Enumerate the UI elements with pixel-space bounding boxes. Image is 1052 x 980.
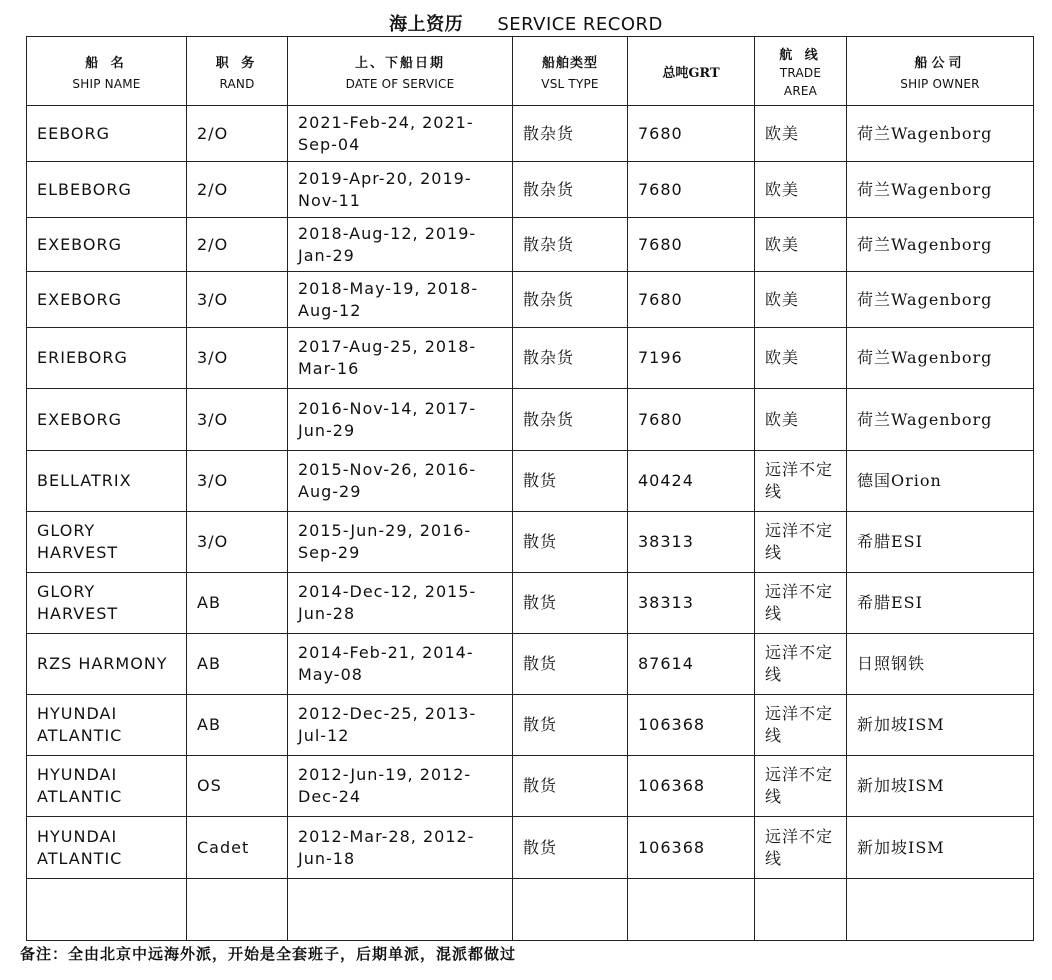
cell-date: 2019-Apr-20, 2019-Nov-11 [288, 162, 513, 218]
title-zh: 海上资历 [389, 14, 464, 35]
header-vsl-type: 船舶类型 VSL TYPE [513, 37, 628, 106]
cell-date: 2015-Jun-29, 2016-Sep-29 [288, 512, 513, 573]
table-row [27, 389, 1034, 451]
page-title [0, 10, 1052, 34]
cell-ship-name: HYUNDAI ATLANTIC [27, 756, 187, 817]
cell-rank: Cadet [187, 817, 288, 879]
cell-rank: 2/O [187, 218, 288, 272]
cell-vsl-type: 散货 [513, 695, 628, 756]
cell-date [288, 879, 513, 941]
cell-owner: 荷兰Wagenborg [847, 328, 1034, 389]
cell-ship-name [27, 879, 187, 941]
cell-vsl-type: 散货 [513, 451, 628, 512]
cell-owner: 新加坡ISM [847, 817, 1034, 879]
cell-grt: 38313 [628, 573, 755, 634]
cell-ship-name: EXEBORG [27, 272, 187, 328]
cell-ship-name: HYUNDAI ATLANTIC [27, 695, 187, 756]
table-row [27, 162, 1034, 218]
cell-trade-area: 远洋不定线 [755, 512, 847, 573]
cell-rank: 3/O [187, 272, 288, 328]
table-row [27, 272, 1034, 328]
cell-vsl-type: 散杂货 [513, 106, 628, 162]
cell-rank: 3/O [187, 389, 288, 451]
cell-ship-name: EXEBORG [27, 389, 187, 451]
header-ship-name: 船 名 SHIP NAME [27, 37, 187, 106]
cell-grt: 87614 [628, 634, 755, 695]
cell-trade-area: 欧美 [755, 328, 847, 389]
header-date: 上、下船日期 DATE OF SERVICE [288, 37, 513, 106]
table-row [27, 817, 1034, 879]
cell-grt: 106368 [628, 817, 755, 879]
cell-rank [187, 879, 288, 941]
table-row [27, 512, 1034, 573]
cell-vsl-type: 散货 [513, 756, 628, 817]
header-rank: 职 务 RAND [187, 37, 288, 106]
cell-vsl-type: 散货 [513, 573, 628, 634]
cell-owner: 荷兰Wagenborg [847, 272, 1034, 328]
cell-date: 2012-Jun-19, 2012-Dec-24 [288, 756, 513, 817]
cell-grt: 106368 [628, 695, 755, 756]
cell-vsl-type [513, 879, 628, 941]
cell-ship-name: EEBORG [27, 106, 187, 162]
cell-vsl-type: 散货 [513, 817, 628, 879]
table-row [27, 328, 1034, 389]
cell-grt [628, 879, 755, 941]
cell-rank: 2/O [187, 106, 288, 162]
table-row [27, 634, 1034, 695]
cell-vsl-type: 散杂货 [513, 328, 628, 389]
cell-ship-name: EXEBORG [27, 218, 187, 272]
cell-rank: 3/O [187, 512, 288, 573]
cell-trade-area: 欧美 [755, 162, 847, 218]
header-grt: 总吨GRT [628, 37, 755, 106]
cell-trade-area: 远洋不定线 [755, 695, 847, 756]
cell-grt: 7680 [628, 106, 755, 162]
cell-ship-name: HYUNDAI ATLANTIC [27, 817, 187, 879]
header-trade-area: 航 线 TRADE AREA [755, 37, 847, 106]
cell-grt: 40424 [628, 451, 755, 512]
cell-ship-name: ELBEBORG [27, 162, 187, 218]
cell-date: 2012-Mar-28, 2012-Jun-18 [288, 817, 513, 879]
cell-trade-area: 远洋不定线 [755, 573, 847, 634]
cell-date: 2021-Feb-24, 2021-Sep-04 [288, 106, 513, 162]
cell-trade-area: 欧美 [755, 272, 847, 328]
cell-owner: 希腊ESI [847, 573, 1034, 634]
cell-ship-name: GLORY HARVEST [27, 512, 187, 573]
table-row [27, 695, 1034, 756]
cell-vsl-type: 散货 [513, 512, 628, 573]
cell-trade-area: 远洋不定线 [755, 634, 847, 695]
cell-date: 2014-Feb-21, 2014-May-08 [288, 634, 513, 695]
cell-trade-area: 欧美 [755, 389, 847, 451]
cell-grt: 7680 [628, 272, 755, 328]
cell-rank: AB [187, 573, 288, 634]
title-en: SERVICE RECORD [497, 14, 663, 35]
table-row [27, 451, 1034, 512]
cell-vsl-type: 散货 [513, 634, 628, 695]
cell-date: 2018-May-19, 2018-Aug-12 [288, 272, 513, 328]
table-row [27, 106, 1034, 162]
cell-owner: 荷兰Wagenborg [847, 218, 1034, 272]
cell-grt: 7680 [628, 389, 755, 451]
cell-trade-area: 欧美 [755, 218, 847, 272]
cell-trade-area: 欧美 [755, 106, 847, 162]
cell-owner: 荷兰Wagenborg [847, 389, 1034, 451]
cell-date: 2015-Nov-26, 2016-Aug-29 [288, 451, 513, 512]
cell-date: 2014-Dec-12, 2015-Jun-28 [288, 573, 513, 634]
cell-ship-name: ERIEBORG [27, 328, 187, 389]
service-record-table [26, 36, 1034, 941]
cell-ship-name: BELLATRIX [27, 451, 187, 512]
cell-rank: AB [187, 634, 288, 695]
cell-owner: 新加坡ISM [847, 756, 1034, 817]
cell-grt: 7680 [628, 218, 755, 272]
table-row [27, 756, 1034, 817]
cell-vsl-type: 散杂货 [513, 218, 628, 272]
cell-trade-area: 远洋不定线 [755, 451, 847, 512]
table-row [27, 573, 1034, 634]
cell-rank: OS [187, 756, 288, 817]
table-row [27, 879, 1034, 941]
cell-grt: 7196 [628, 328, 755, 389]
cell-trade-area [755, 879, 847, 941]
cell-vsl-type: 散杂货 [513, 162, 628, 218]
cell-owner: 荷兰Wagenborg [847, 162, 1034, 218]
table-body [27, 106, 1034, 941]
cell-grt: 38313 [628, 512, 755, 573]
cell-date: 2012-Dec-25, 2013-Jul-12 [288, 695, 513, 756]
cell-date: 2017-Aug-25, 2018-Mar-16 [288, 328, 513, 389]
table-row [27, 218, 1034, 272]
header-row [27, 37, 1034, 106]
cell-rank: 3/O [187, 328, 288, 389]
cell-date: 2018-Aug-12, 2019-Jan-29 [288, 218, 513, 272]
cell-rank: AB [187, 695, 288, 756]
cell-owner: 日照钢铁 [847, 634, 1034, 695]
cell-vsl-type: 散杂货 [513, 389, 628, 451]
cell-rank: 3/O [187, 451, 288, 512]
footnote: 备注：全由北京中远海外派，开始是全套班子，后期单派，混派都做过 [20, 945, 517, 963]
cell-owner: 荷兰Wagenborg [847, 106, 1034, 162]
cell-grt: 7680 [628, 162, 755, 218]
cell-owner: 希腊ESI [847, 512, 1034, 573]
cell-owner: 德国Orion [847, 451, 1034, 512]
cell-trade-area: 远洋不定线 [755, 817, 847, 879]
cell-ship-name: GLORY HARVEST [27, 573, 187, 634]
cell-ship-name: RZS HARMONY [27, 634, 187, 695]
cell-date: 2016-Nov-14, 2017-Jun-29 [288, 389, 513, 451]
header-owner: 船公司 SHIP OWNER [847, 37, 1034, 106]
cell-trade-area: 远洋不定线 [755, 756, 847, 817]
cell-vsl-type: 散杂货 [513, 272, 628, 328]
cell-grt: 106368 [628, 756, 755, 817]
cell-owner [847, 879, 1034, 941]
cell-rank: 2/O [187, 162, 288, 218]
cell-owner: 新加坡ISM [847, 695, 1034, 756]
